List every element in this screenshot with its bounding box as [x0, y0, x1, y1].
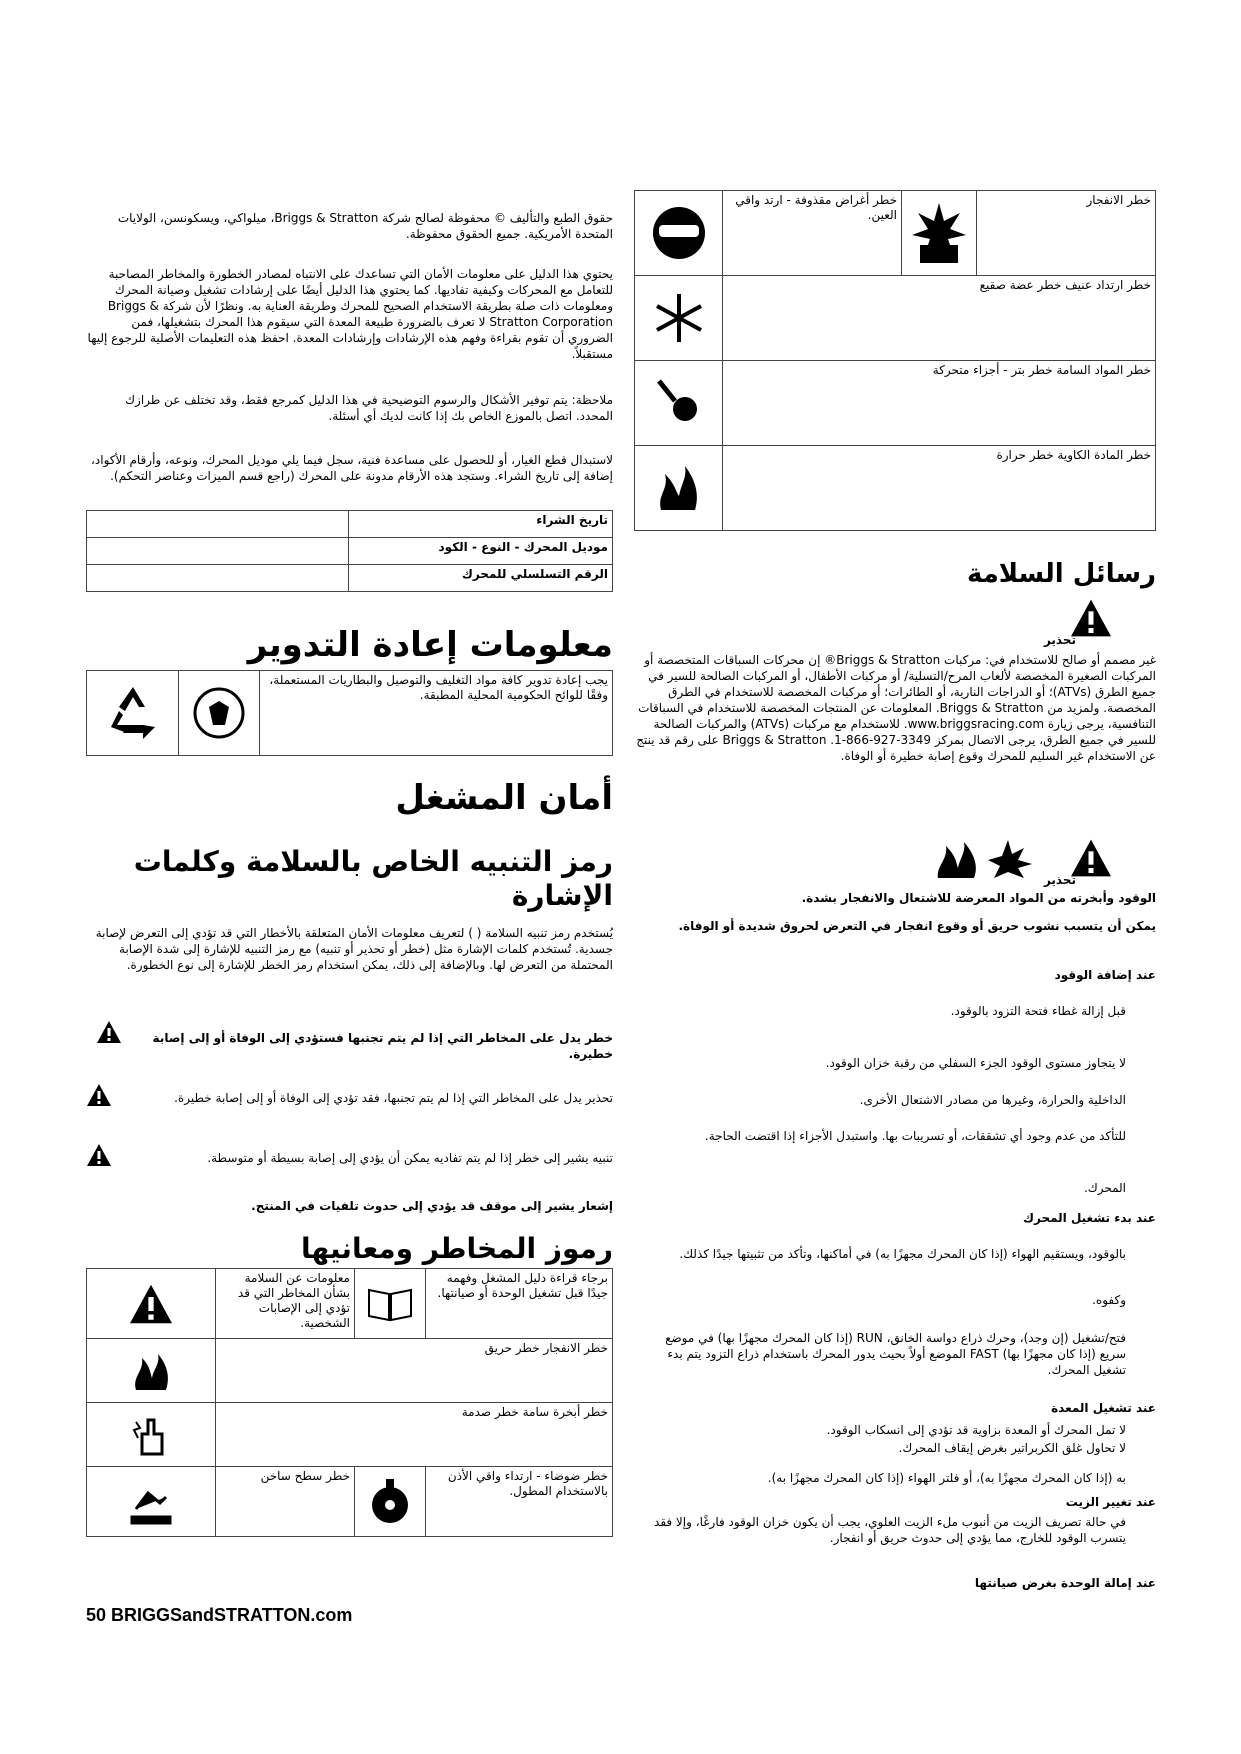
- table-row: خطر ضوضاء - ارتداء واقي الأذن بالاستخدام المطول. خطر سطح ساخن: [87, 1467, 613, 1537]
- caution-alert-icon: [86, 1143, 112, 1171]
- ear-icon: [355, 1467, 426, 1537]
- table-row: خطر الانفجار خطر حريق: [87, 1339, 613, 1403]
- fire-icon: [87, 1339, 216, 1403]
- serial-field[interactable]: [87, 565, 349, 592]
- recycling-box: [86, 670, 613, 756]
- warning1-text: غير مصمم أو صالح للاستخدام في: مركبات Briggs & Stratton® إن محركات السباقات المتخصصة أو المركبات الصغيرة المخصصة لألعاب المرح/التسلية/ أو مركبات الأطفال، أو المركبات الصالحة للسير في جميع الطرق (ATVs)؛ أو الدراجات النارية، أو الطائرات؛ أو مركبات المخصصة للاستخدام في الطرق المخصصة. ولمزيد من Briggs & Stratton. المعلومات عن المنتجات المخصصة للاستخدام في السباقات التنافسية، يرجى زيارة www.briggsracing.com. للاستخدام مع مركبات (ATVs) والمركبات الصالحة للسير في جميع الطرق، يرجى الاتصال بمركز Briggs & Stratton .1-866-927-3349 على رقم قد ينتج عن الاستخدام غير السليم للمحرك وقوع إصابة خطيرة أو الوفاة.: [636, 653, 1156, 763]
- list-item: قبل إزالة غطاء فتحة التزود بالوقود.: [950, 1004, 1126, 1018]
- list-item: وكفوه.: [1092, 1293, 1126, 1307]
- list-item: فتح/تشغيل (إن وجد)، وحرك ذراع دواسة الخانق، RUN (إذا كان المحرك مجهزًا بها) في موضع سريع (إذا كان مجهزًا بها) FAST الموضع أولاً بحيث يدور المحرك باستخدام ذراع التزود يتم بدء تشغيل المحرك.: [665, 1331, 1126, 1377]
- warning-text: تحذير يدل على المخاطر التي إذا لم يتم تجنبها، فقد تؤدي إلى الوفاة أو إلى إصابة خطيرة.: [174, 1091, 613, 1105]
- table-row: خطر ارتداد عنيف خطر عضة صقيع: [635, 276, 1156, 361]
- parts-note: لاستبدال قطع الغيار، أو للحصول على مساعدة فنية، سجل فيما يلي موديل المحرك، ونوعه، وأرقام الأكواد، إضافة إلى تاريخ الشراء. وستجد هذه الأرقام مدونة على المحرك (راجع قسم الميزات وعناصر التحكم).: [91, 453, 613, 483]
- list-item: المحرك.: [1084, 1181, 1126, 1195]
- shock-icon: [87, 1403, 216, 1467]
- list-item: بالوقود، ويستقيم الهواء (إذا كان المحرك مجهزًا به) في أماكنها، وتأكد من تثبيتها جيدًا كذلك.: [679, 1247, 1126, 1261]
- symbol-text: يُستخدم رمز تنبيه السلامة ( ) لتعريف معلومات الأمان المتعلقة بالأخطار التي قد تؤدي إلى التعرض لإصابة جسدية. تُستخدم كلمات الإشارة مثل (خطر أو تحذير أو تنبيه) مع رمز التنبيه للإشارة إلى شدة الإصابة المحتملة من التعرض لها. وبالإضافة إلى ذلك، يمكن استخدام رمز الخطر للإشارة إلى نوع الخطورة.: [95, 926, 613, 972]
- warning2-text: الوقود وأبخرته من المواد المعرضة للاشتعال والانفجار بشدة.: [801, 891, 1156, 905]
- table-row: خطر الانفجار خطر أغراض مقذوفة - ارتد واقي العين.: [635, 191, 1156, 276]
- transport-heading: عند إمالة الوحدة بغرض صيانتها: [974, 1576, 1156, 1590]
- recycling-heading: معلومات إعادة التدوير: [247, 625, 613, 665]
- model-field[interactable]: [87, 538, 349, 565]
- table-row: خطر المادة الكاوية خطر حرارة: [635, 446, 1156, 531]
- list-item: لا تحاول غلق الكربراتير بغرض إيقاف المحرك.: [898, 1441, 1126, 1455]
- purchase-date-field[interactable]: [87, 511, 349, 538]
- danger-alert-icon: [96, 1020, 122, 1048]
- start-heading: عند بدء تشغيل المحرك: [1022, 1211, 1156, 1225]
- safety-messages-heading: رسائل السلامة: [966, 559, 1156, 589]
- table-row: موديل المحرك - النوع - الكود: [87, 538, 613, 565]
- hazard-table: [86, 1268, 613, 1537]
- table-row: خطر أبخرة سامة خطر صدمة: [87, 1403, 613, 1467]
- note-text: ملاحظة: يتم توفير الأشكال والرسوم التوضيحية في هذا الدليل كمرجع فقط، وقد تختلف عن طرازك المحدد. اتصل بالموزع الخاص بك إذا كانت لديك أي أسئلة.: [125, 393, 613, 423]
- copyright-text: حقوق الطبع والتأليف © محفوظة لصالح شركة Briggs & Stratton، ميلواكي، ويسكونسن، الولايات المتحدة الأمريكية. جميع الحقوق محفوظة.: [117, 211, 613, 241]
- warning2b-text: يمكن أن يتسبب نشوب حريق أو وقوع انفجار في التعرض لحروق شديدة أو الوفاة.: [678, 919, 1156, 933]
- list-item: للتأكد من عدم وجود أي تشققات، أو تسريبات بها. واستبدل الأجزاء إذا اقتضت الحاجة.: [704, 1129, 1126, 1143]
- list-item: في حالة تصريف الزيت من أنبوب ملء الزيت العلوي، يجب أن يكون خزان الوقود فارغًا، وإلا فقد يتسرب الوقود للخارج، مما يؤدي إلى حدوث حريق أو انفجار.: [654, 1515, 1126, 1545]
- fire-explosion-icon: [934, 838, 1044, 884]
- intro-text: يحتوي هذا الدليل على معلومات الأمان التي تساعدك على الانتباه لمصادر الخطورة والمخاطر المصاحبة للتعامل مع المحركات وكيفية تفاديها. كما يحتوي هذا الدليل أيضًا على إرشادات تشغيل وصيانة المحرك ومعلومات ذات صلة بطريقة الاستخدام الصحيح للمحرك وطريقة العناية به. ونظرًا لأن شركة Briggs & Stratton Corporation لا تعرف بالضرورة طبيعة المعدة التي سيقوم هذا المحرك بتشغيلها، فمن الضروري أن تقوم بقراءة وفهم هذه الإرشادات وإرشادات المعدة. احفظ هذه التعليمات الأصلية للرجوع إليها مستقبلاً.: [87, 267, 613, 361]
- notice-text: إشعار يشير إلى موقف قد يؤدي إلى حدوث تلفيات في المنتج.: [251, 1199, 613, 1213]
- hot-surface-icon: [87, 1467, 216, 1537]
- hazard-symbols-heading: رموز المخاطر ومعانيها: [301, 1232, 613, 1265]
- refuel-heading: عند إضافة الوقود: [1054, 968, 1156, 982]
- table-row: برجاء قراءة دليل المشغل وفهمه جيدًا قبل تشغيل الوحدة أو صيانتها. معلومات عن السلامة بشأن المخاطر التي قد تؤدي إلى الإصابات الشخصية.: [87, 1269, 613, 1339]
- run-heading: عند تشغيل المعدة: [1051, 1401, 1156, 1415]
- recycling-text: يجب إعادة تدوير كافة مواد التغليف والتوصيل والبطاريات المستعملة، وفقًا للوائح الحكومية المحلية المطبقة.: [260, 671, 613, 756]
- eye-protection-icon: [635, 191, 723, 276]
- table-row: الرقم التسلسلي للمحرك: [87, 565, 613, 592]
- list-item: الداخلية والحرارة، وغيرها من مصادر الاشتعال الأخرى.: [859, 1093, 1126, 1107]
- explosion-icon: [902, 191, 977, 276]
- list-item: لا تمل المحرك أو المعدة بزاوية قد تؤدي إلى انسكاب الوقود.: [826, 1423, 1126, 1437]
- recycle-bin-icon: [179, 671, 260, 756]
- table-row: تاريخ الشراء: [87, 511, 613, 538]
- frostbite-icon: [635, 276, 723, 361]
- warning2-label: تحذير: [1043, 873, 1076, 887]
- hazard-table-right: [634, 190, 1156, 531]
- operator-safety-heading: أمان المشغل: [395, 778, 613, 818]
- caution-text: تنبيه يشير إلى خطر إذا لم يتم تفاديه يمكن أن يؤدي إلى إصابة بسيطة أو متوسطة.: [207, 1151, 613, 1165]
- list-item: لا يتجاوز مستوى الوقود الجزء السفلي من رقبة خزان الوقود.: [825, 1056, 1126, 1070]
- page-footer: 50 BRIGGSandSTRATTON.com: [86, 1605, 353, 1625]
- info-table: [86, 510, 613, 592]
- symbol-heading: رمز التنبيه الخاص بالسلامة وكلمات الإشارة: [133, 845, 613, 912]
- danger-text: خطر يدل على المخاطر التي إذا لم يتم تجنبها فستؤدي إلى الوفاة أو إلى إصابة خطيرة.: [152, 1031, 613, 1061]
- table-row: خطر المواد السامة خطر بتر - أجزاء متحركة: [635, 361, 1156, 446]
- list-item: به (إذا كان المحرك مجهزًا به)، أو فلتر الهواء (إذا كان المحرك مجهزًا به).: [767, 1471, 1126, 1485]
- book-icon: [355, 1269, 426, 1339]
- warning-alert-icon: [86, 1083, 112, 1111]
- heat-icon: [635, 446, 723, 531]
- warning-label: تحذير: [1043, 633, 1076, 647]
- oil-heading: عند تغيير الزيت: [1065, 1495, 1156, 1509]
- moving-parts-icon: [635, 361, 723, 446]
- alert-icon: [87, 1269, 216, 1339]
- recycle-icon: [87, 671, 179, 756]
